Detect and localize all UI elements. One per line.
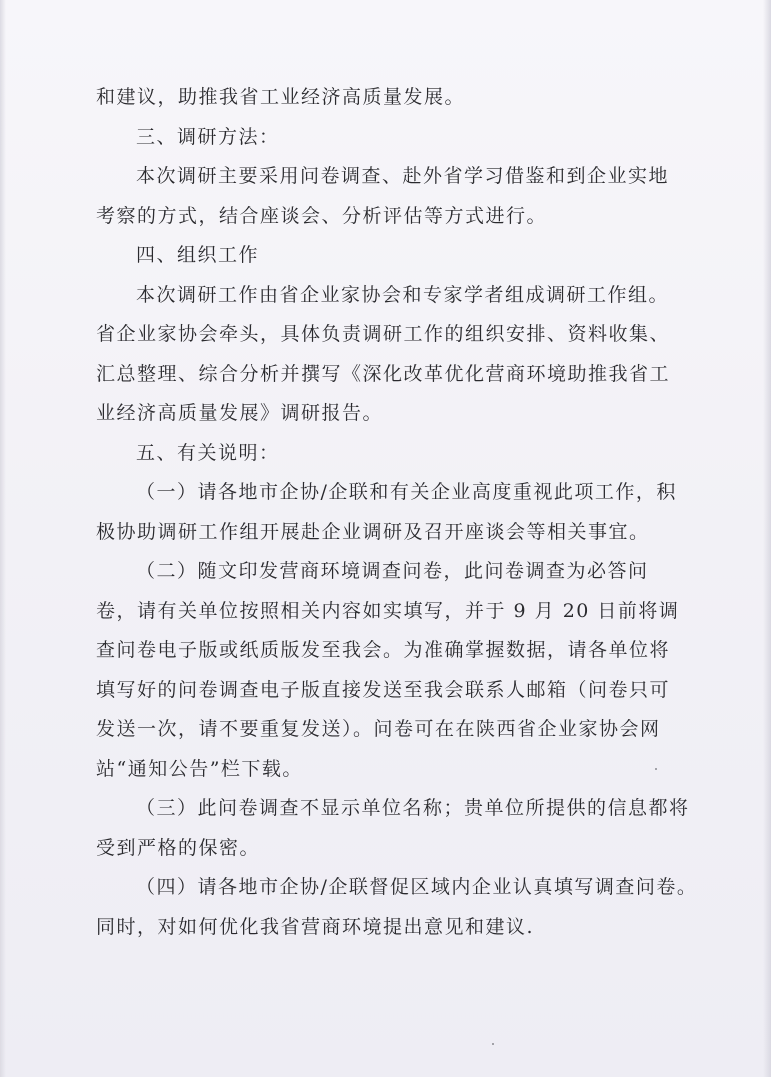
- body-line-3: 本次调研主要采用问卷调查、赴外省学习借鉴和到企业实地: [136, 165, 670, 187]
- body-line-12: 极协助调研工作组开展赴企业调研及召开座谈会等相关事宜。: [96, 520, 650, 543]
- section-heading-organization: 四、组织工作: [136, 244, 260, 266]
- section-heading-methods: 三、调研方法：: [136, 125, 280, 148]
- body-line-17: 发送一次，请不要重复发送）。问卷可在在陕西省企业家协会网: [96, 718, 661, 740]
- body-line-7: 省企业家协会牵头，具体负责调研工作的组织安排、资料收集、: [96, 323, 671, 345]
- body-line-14: 卷，请有关单位按照相关内容如实填写，并于 9 月 20 日前将调: [96, 599, 680, 622]
- document-body: [96, 78, 698, 947]
- body-line-9: 业经济高质量发展》调研报告。: [96, 402, 384, 424]
- body-line-22: 同时，对如何优化我省营商环境提出意见和建议.: [96, 915, 535, 938]
- body-line-15: 查问卷电子版或纸质版发至我会。为准确掌握数据，请各单位将: [96, 639, 671, 661]
- body-line-16: 填写好的问卷调查电子版直接发送至我会联系人邮箱（问卷只可: [96, 678, 671, 701]
- body-line-11: （一）请各地市企协/企联和有关企业高度重视此项工作，积: [136, 481, 677, 503]
- body-line-1: 和建议，助推我省工业经济高质量发展。: [96, 86, 466, 108]
- scan-speck: [492, 1043, 494, 1045]
- body-line-20: 受到严格的保密。: [96, 836, 261, 859]
- body-line-19: （三）此问卷调查不显示单位名称；贵单位所提供的信息都将: [136, 797, 690, 819]
- section-heading-notes: 五、有关说明：: [136, 441, 280, 464]
- body-line-8: 汇总整理、综合分析并撰写《深化改革优化营商环境助推我省工: [96, 362, 671, 385]
- body-line-13: （二）随文印发营商环境调查问卷，此问卷调查为必答问: [136, 560, 649, 582]
- scan-speck: [655, 768, 657, 770]
- body-line-4: 考察的方式，结合座谈会、分析评估等方式进行。: [96, 204, 548, 227]
- body-line-6: 本次调研工作由省企业家协会和专家学者组成调研工作组。: [136, 283, 670, 306]
- body-line-18: 站“通知公告”栏下载。: [96, 757, 303, 780]
- body-line-21: （四）请各地市企协/企联督促区域内企业认真填写调查问卷。: [136, 876, 698, 898]
